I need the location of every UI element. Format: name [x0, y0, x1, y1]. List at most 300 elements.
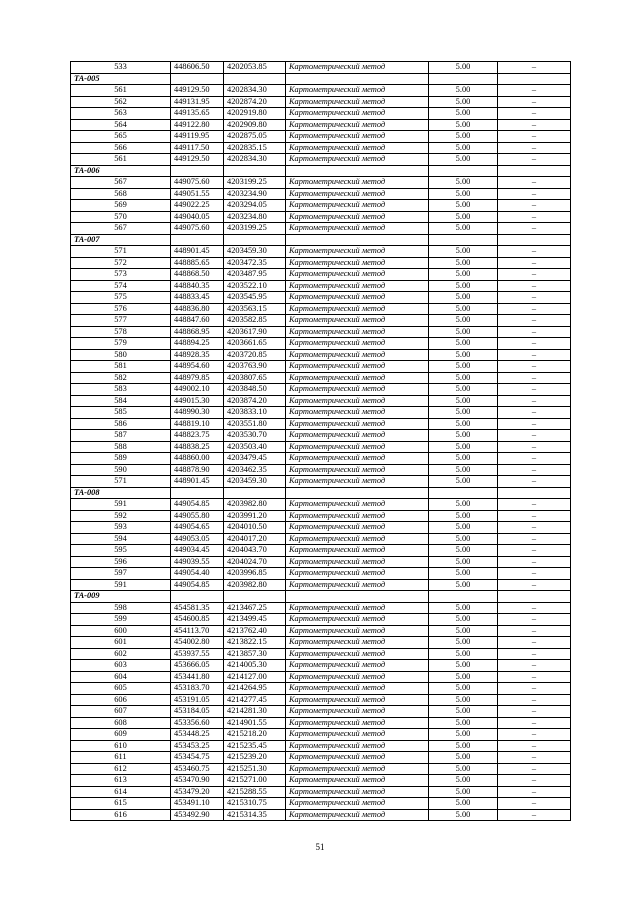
method-cell: Картометрический метод: [286, 453, 429, 465]
point-number-cell: 562: [71, 96, 171, 108]
x-coordinate-cell: 449034.45: [171, 545, 224, 557]
point-number-cell: 568: [71, 188, 171, 200]
empty-cell: [429, 487, 498, 499]
accuracy-cell: 5.00: [429, 441, 498, 453]
x-coordinate-cell: 448823.75: [171, 430, 224, 442]
method-cell: Картометрический метод: [286, 510, 429, 522]
y-coordinate-cell: 4203848.50: [224, 384, 286, 396]
method-cell: Картометрический метод: [286, 556, 429, 568]
y-coordinate-cell: 4203833.10: [224, 407, 286, 419]
accuracy-cell: 5.00: [429, 533, 498, 545]
group-header-row: [71, 487, 571, 499]
empty-cell: [429, 591, 498, 603]
point-number-cell: 594: [71, 533, 171, 545]
method-cell: Картометрический метод: [286, 729, 429, 741]
point-number-cell: 613: [71, 775, 171, 787]
method-cell: Картометрический метод: [286, 257, 429, 269]
group-header-row: [71, 165, 571, 177]
method-cell: Картометрический метод: [286, 246, 429, 258]
point-number-cell: 616: [71, 809, 171, 821]
point-number-cell: 533: [71, 62, 171, 74]
accuracy-cell: 5.00: [429, 706, 498, 718]
point-number-cell: 566: [71, 142, 171, 154]
dash-cell: –: [498, 752, 571, 764]
y-coordinate-cell: 4215218.20: [224, 729, 286, 741]
table-row: [71, 62, 571, 74]
dash-cell: –: [498, 211, 571, 223]
x-coordinate-cell: 453183.70: [171, 683, 224, 695]
accuracy-cell: 5.00: [429, 499, 498, 511]
empty-cell: [498, 591, 571, 603]
dash-cell: –: [498, 142, 571, 154]
y-coordinate-cell: 4203459.30: [224, 476, 286, 488]
x-coordinate-cell: 453491.10: [171, 798, 224, 810]
accuracy-cell: 5.00: [429, 453, 498, 465]
accuracy-cell: 5.00: [429, 361, 498, 373]
dash-cell: –: [498, 395, 571, 407]
accuracy-cell: 5.00: [429, 280, 498, 292]
x-coordinate-cell: 453184.05: [171, 706, 224, 718]
method-cell: Картометрический метод: [286, 499, 429, 511]
method-cell: Картометрический метод: [286, 349, 429, 361]
method-cell: Картометрический метод: [286, 131, 429, 143]
empty-cell: [171, 165, 224, 177]
x-coordinate-cell: 448847.60: [171, 315, 224, 327]
empty-cell: [429, 234, 498, 246]
method-cell: Картометрический метод: [286, 338, 429, 350]
table-row: [71, 292, 571, 304]
x-coordinate-cell: 453453.25: [171, 740, 224, 752]
y-coordinate-cell: 4202053.85: [224, 62, 286, 74]
accuracy-cell: 5.00: [429, 257, 498, 269]
x-coordinate-cell: 448878.90: [171, 464, 224, 476]
point-number-cell: 576: [71, 303, 171, 315]
accuracy-cell: 5.00: [429, 200, 498, 212]
x-coordinate-cell: 448885.65: [171, 257, 224, 269]
x-coordinate-cell: 453356.60: [171, 717, 224, 729]
dash-cell: –: [498, 729, 571, 741]
dash-cell: –: [498, 671, 571, 683]
method-cell: Картометрический метод: [286, 671, 429, 683]
page-number: 51: [315, 842, 325, 852]
dash-cell: –: [498, 246, 571, 258]
table-row: [71, 464, 571, 476]
table-row: [71, 338, 571, 350]
dash-cell: –: [498, 349, 571, 361]
method-cell: Картометрический метод: [286, 418, 429, 430]
y-coordinate-cell: 4203720.85: [224, 349, 286, 361]
dash-cell: –: [498, 62, 571, 74]
point-number-cell: 609: [71, 729, 171, 741]
empty-cell: [429, 165, 498, 177]
accuracy-cell: 5.00: [429, 96, 498, 108]
table-row: [71, 706, 571, 718]
x-coordinate-cell: 449040.05: [171, 211, 224, 223]
dash-cell: –: [498, 568, 571, 580]
table-row: [71, 188, 571, 200]
group-header-row: [71, 591, 571, 603]
accuracy-cell: 5.00: [429, 142, 498, 154]
accuracy-cell: 5.00: [429, 372, 498, 384]
point-number-cell: 595: [71, 545, 171, 557]
y-coordinate-cell: 4203530.70: [224, 430, 286, 442]
table-row: [71, 729, 571, 741]
point-number-cell: 564: [71, 119, 171, 131]
table-row: [71, 407, 571, 419]
dash-cell: –: [498, 418, 571, 430]
table-row: [71, 154, 571, 166]
table-row: [71, 96, 571, 108]
group-header-row: [71, 234, 571, 246]
accuracy-cell: 5.00: [429, 625, 498, 637]
point-number-cell: 615: [71, 798, 171, 810]
point-number-cell: 582: [71, 372, 171, 384]
table-row: [71, 119, 571, 131]
method-cell: Картометрический метод: [286, 786, 429, 798]
method-cell: Картометрический метод: [286, 522, 429, 534]
accuracy-cell: 5.00: [429, 660, 498, 672]
x-coordinate-cell: 453460.75: [171, 763, 224, 775]
table-row: [71, 142, 571, 154]
point-number-cell: 588: [71, 441, 171, 453]
table-row: [71, 683, 571, 695]
method-cell: Картометрический метод: [286, 775, 429, 787]
accuracy-cell: 5.00: [429, 809, 498, 821]
table-row: [71, 326, 571, 338]
method-cell: Картометрический метод: [286, 740, 429, 752]
x-coordinate-cell: 449119.95: [171, 131, 224, 143]
accuracy-cell: 5.00: [429, 798, 498, 810]
method-cell: Картометрический метод: [286, 395, 429, 407]
dash-cell: –: [498, 453, 571, 465]
dash-cell: –: [498, 556, 571, 568]
empty-cell: [171, 591, 224, 603]
method-cell: Картометрический метод: [286, 361, 429, 373]
y-coordinate-cell: 4202874.20: [224, 96, 286, 108]
y-coordinate-cell: 4203996.85: [224, 568, 286, 580]
table-row: [71, 717, 571, 729]
table-row: [71, 349, 571, 361]
dash-cell: –: [498, 303, 571, 315]
x-coordinate-cell: 448979.85: [171, 372, 224, 384]
accuracy-cell: 5.00: [429, 177, 498, 189]
table-row: [71, 85, 571, 97]
point-number-cell: 577: [71, 315, 171, 327]
table-row: [71, 545, 571, 557]
x-coordinate-cell: 448838.25: [171, 441, 224, 453]
table-row: [71, 280, 571, 292]
y-coordinate-cell: 4215251.30: [224, 763, 286, 775]
x-coordinate-cell: 449022.25: [171, 200, 224, 212]
dash-cell: –: [498, 499, 571, 511]
accuracy-cell: 5.00: [429, 602, 498, 614]
empty-cell: [171, 73, 224, 85]
y-coordinate-cell: 4202834.30: [224, 154, 286, 166]
accuracy-cell: 5.00: [429, 303, 498, 315]
table-row: [71, 395, 571, 407]
accuracy-cell: 5.00: [429, 338, 498, 350]
point-number-cell: 574: [71, 280, 171, 292]
method-cell: Картометрический метод: [286, 660, 429, 672]
dash-cell: –: [498, 361, 571, 373]
group-label: ТА-009: [71, 591, 171, 603]
x-coordinate-cell: 449075.60: [171, 177, 224, 189]
x-coordinate-cell: 448819.10: [171, 418, 224, 430]
y-coordinate-cell: 4203617.90: [224, 326, 286, 338]
table-row: [71, 200, 571, 212]
table-row: [71, 798, 571, 810]
dash-cell: –: [498, 660, 571, 672]
dash-cell: –: [498, 533, 571, 545]
group-label: ТА-005: [71, 73, 171, 85]
y-coordinate-cell: 4203982.80: [224, 499, 286, 511]
dash-cell: –: [498, 280, 571, 292]
dash-cell: –: [498, 602, 571, 614]
table-row: [71, 315, 571, 327]
x-coordinate-cell: 448868.50: [171, 269, 224, 281]
method-cell: Картометрический метод: [286, 625, 429, 637]
dash-cell: –: [498, 384, 571, 396]
table-row: [71, 522, 571, 534]
group-label: ТА-007: [71, 234, 171, 246]
y-coordinate-cell: 4214005.30: [224, 660, 286, 672]
dash-cell: –: [498, 706, 571, 718]
table-body: [71, 62, 571, 821]
dash-cell: –: [498, 119, 571, 131]
x-coordinate-cell: 449129.50: [171, 85, 224, 97]
y-coordinate-cell: 4203199.25: [224, 177, 286, 189]
accuracy-cell: 5.00: [429, 292, 498, 304]
dash-cell: –: [498, 786, 571, 798]
y-coordinate-cell: 4203563.15: [224, 303, 286, 315]
accuracy-cell: 5.00: [429, 671, 498, 683]
method-cell: Картометрический метод: [286, 269, 429, 281]
x-coordinate-cell: 454002.80: [171, 637, 224, 649]
y-coordinate-cell: 4203294.05: [224, 200, 286, 212]
point-number-cell: 596: [71, 556, 171, 568]
accuracy-cell: 5.00: [429, 476, 498, 488]
point-number-cell: 593: [71, 522, 171, 534]
x-coordinate-cell: 449054.85: [171, 499, 224, 511]
table-row: [71, 441, 571, 453]
point-number-cell: 590: [71, 464, 171, 476]
method-cell: Картометрический метод: [286, 717, 429, 729]
x-coordinate-cell: 453441.80: [171, 671, 224, 683]
table-row: [71, 556, 571, 568]
accuracy-cell: 5.00: [429, 108, 498, 120]
point-number-cell: 602: [71, 648, 171, 660]
dash-cell: –: [498, 775, 571, 787]
point-number-cell: 561: [71, 85, 171, 97]
x-coordinate-cell: 448860.00: [171, 453, 224, 465]
dash-cell: –: [498, 798, 571, 810]
group-header-row: [71, 73, 571, 85]
method-cell: Картометрический метод: [286, 200, 429, 212]
dash-cell: –: [498, 154, 571, 166]
x-coordinate-cell: 449129.50: [171, 154, 224, 166]
table-row: [71, 614, 571, 626]
table-row: [71, 372, 571, 384]
dash-cell: –: [498, 338, 571, 350]
table-row: [71, 809, 571, 821]
accuracy-cell: 5.00: [429, 740, 498, 752]
method-cell: Картометрический метод: [286, 62, 429, 74]
y-coordinate-cell: 4215314.35: [224, 809, 286, 821]
point-number-cell: 580: [71, 349, 171, 361]
point-number-cell: 565: [71, 131, 171, 143]
empty-cell: [224, 165, 286, 177]
x-coordinate-cell: 449054.65: [171, 522, 224, 534]
table-row: [71, 361, 571, 373]
y-coordinate-cell: 4203582.85: [224, 315, 286, 327]
method-cell: Картометрический метод: [286, 223, 429, 235]
y-coordinate-cell: 4213467.25: [224, 602, 286, 614]
dash-cell: –: [498, 108, 571, 120]
table-row: [71, 660, 571, 672]
dash-cell: –: [498, 131, 571, 143]
accuracy-cell: 5.00: [429, 717, 498, 729]
empty-cell: [224, 487, 286, 499]
point-number-cell: 571: [71, 246, 171, 258]
table-row: [71, 269, 571, 281]
dash-cell: –: [498, 269, 571, 281]
method-cell: Картометрический метод: [286, 384, 429, 396]
accuracy-cell: 5.00: [429, 407, 498, 419]
point-number-cell: 591: [71, 579, 171, 591]
table-row: [71, 602, 571, 614]
x-coordinate-cell: 454581.35: [171, 602, 224, 614]
point-number-cell: 589: [71, 453, 171, 465]
method-cell: Картометрический метод: [286, 809, 429, 821]
y-coordinate-cell: 4203487.95: [224, 269, 286, 281]
method-cell: Картометрический метод: [286, 694, 429, 706]
y-coordinate-cell: 4203462.35: [224, 464, 286, 476]
y-coordinate-cell: 4203199.25: [224, 223, 286, 235]
x-coordinate-cell: 449002.10: [171, 384, 224, 396]
group-label: ТА-008: [71, 487, 171, 499]
method-cell: Картометрический метод: [286, 648, 429, 660]
x-coordinate-cell: 453666.05: [171, 660, 224, 672]
method-cell: Картометрический метод: [286, 280, 429, 292]
empty-cell: [224, 591, 286, 603]
y-coordinate-cell: 4203522.10: [224, 280, 286, 292]
method-cell: Картометрический метод: [286, 188, 429, 200]
dash-cell: –: [498, 177, 571, 189]
point-number-cell: 573: [71, 269, 171, 281]
accuracy-cell: 5.00: [429, 349, 498, 361]
table-row: [71, 223, 571, 235]
dash-cell: –: [498, 441, 571, 453]
dash-cell: –: [498, 522, 571, 534]
accuracy-cell: 5.00: [429, 775, 498, 787]
dash-cell: –: [498, 257, 571, 269]
y-coordinate-cell: 4215310.75: [224, 798, 286, 810]
method-cell: Картометрический метод: [286, 119, 429, 131]
x-coordinate-cell: 449054.85: [171, 579, 224, 591]
empty-cell: [171, 234, 224, 246]
table-row: [71, 257, 571, 269]
method-cell: Картометрический метод: [286, 142, 429, 154]
dash-cell: –: [498, 430, 571, 442]
point-number-cell: 592: [71, 510, 171, 522]
method-cell: Картометрический метод: [286, 292, 429, 304]
method-cell: Картометрический метод: [286, 798, 429, 810]
accuracy-cell: 5.00: [429, 786, 498, 798]
accuracy-cell: 5.00: [429, 579, 498, 591]
dash-cell: –: [498, 683, 571, 695]
empty-cell: [286, 591, 429, 603]
accuracy-cell: 5.00: [429, 246, 498, 258]
table-row: [71, 430, 571, 442]
accuracy-cell: 5.00: [429, 384, 498, 396]
y-coordinate-cell: 4203982.80: [224, 579, 286, 591]
x-coordinate-cell: 449055.80: [171, 510, 224, 522]
method-cell: Картометрический метод: [286, 602, 429, 614]
accuracy-cell: 5.00: [429, 752, 498, 764]
point-number-cell: 561: [71, 154, 171, 166]
method-cell: Картометрический метод: [286, 85, 429, 97]
empty-cell: [224, 234, 286, 246]
y-coordinate-cell: 4203459.30: [224, 246, 286, 258]
method-cell: Картометрический метод: [286, 568, 429, 580]
x-coordinate-cell: 448868.95: [171, 326, 224, 338]
point-number-cell: 572: [71, 257, 171, 269]
dash-cell: –: [498, 614, 571, 626]
table-row: [71, 637, 571, 649]
accuracy-cell: 5.00: [429, 223, 498, 235]
table-row: [71, 303, 571, 315]
method-cell: Картометрический метод: [286, 315, 429, 327]
table-row: [71, 694, 571, 706]
point-number-cell: 608: [71, 717, 171, 729]
accuracy-cell: 5.00: [429, 568, 498, 580]
dash-cell: –: [498, 223, 571, 235]
method-cell: Картометрический метод: [286, 579, 429, 591]
point-number-cell: 571: [71, 476, 171, 488]
method-cell: Картометрический метод: [286, 706, 429, 718]
x-coordinate-cell: 448894.25: [171, 338, 224, 350]
y-coordinate-cell: 4203479.45: [224, 453, 286, 465]
dash-cell: –: [498, 96, 571, 108]
x-coordinate-cell: 449117.50: [171, 142, 224, 154]
x-coordinate-cell: 453191.05: [171, 694, 224, 706]
dash-cell: –: [498, 200, 571, 212]
dash-cell: –: [498, 315, 571, 327]
point-number-cell: 605: [71, 683, 171, 695]
point-number-cell: 579: [71, 338, 171, 350]
y-coordinate-cell: 4203234.90: [224, 188, 286, 200]
x-coordinate-cell: 453479.20: [171, 786, 224, 798]
x-coordinate-cell: 449131.95: [171, 96, 224, 108]
method-cell: Картометрический метод: [286, 96, 429, 108]
y-coordinate-cell: 4202909.80: [224, 119, 286, 131]
empty-cell: [171, 487, 224, 499]
table-row: [71, 211, 571, 223]
y-coordinate-cell: 4203661.65: [224, 338, 286, 350]
dash-cell: –: [498, 407, 571, 419]
y-coordinate-cell: 4214281.30: [224, 706, 286, 718]
empty-cell: [498, 487, 571, 499]
dash-cell: –: [498, 579, 571, 591]
empty-cell: [429, 73, 498, 85]
method-cell: Картометрический метод: [286, 430, 429, 442]
dash-cell: –: [498, 326, 571, 338]
accuracy-cell: 5.00: [429, 729, 498, 741]
group-label: ТА-006: [71, 165, 171, 177]
coordinates-table: [70, 61, 571, 821]
table-row: [71, 568, 571, 580]
point-number-cell: 581: [71, 361, 171, 373]
